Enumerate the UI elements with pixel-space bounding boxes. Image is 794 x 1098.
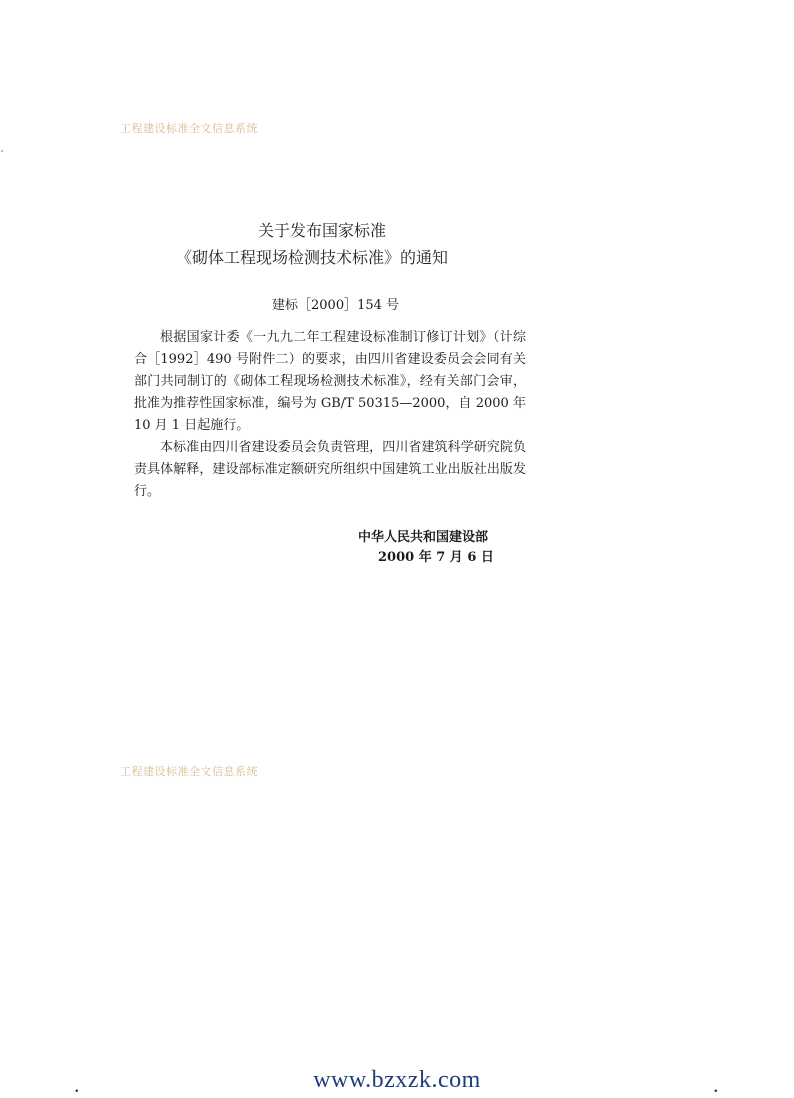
notice-title-line1: 关于发布国家标准 — [258, 221, 387, 240]
footer-dot-right: . — [713, 1072, 719, 1097]
watermark-top: 工程建设标准全文信息系统 — [120, 122, 258, 135]
notice-paragraph-1: 根据国家计委《一九九二年工程建设标准制订修订计划》（计综合［1992］490 号附件二）的要求，由四川省建设委员会会同有关部门共同制订的《砌体工程现场检测技术标准》，经有关部门会审，批准为推荐性国家标准，编号为 GB/T 50315—2000，自 2000 年 10 月 1 日起施行。 — [134, 330, 526, 433]
notice-title-line2: 《砌体工程现场检测技术标准》的通知 — [176, 248, 449, 267]
notice-paragraph-2: 本标准由四川省建设委员会负责管理，四川省建筑科学研究院负责具体解释，建设部标准定额研究所组织中国建筑工业出版社出版发行。 — [134, 440, 526, 499]
watermark-bottom: 工程建设标准全文信息系统 — [120, 765, 258, 778]
issue-date: 2000 年 7 月 6 日 — [378, 550, 494, 565]
edge-dot-mark — [1, 150, 3, 152]
document-number: 建标［2000］154 号 — [272, 298, 400, 313]
footer-dot-left: . — [74, 1072, 80, 1097]
issuer-name: 中华人民共和国建设部 — [358, 530, 489, 545]
footer-site-url[interactable]: www.bzxzk.com — [313, 1067, 481, 1093]
